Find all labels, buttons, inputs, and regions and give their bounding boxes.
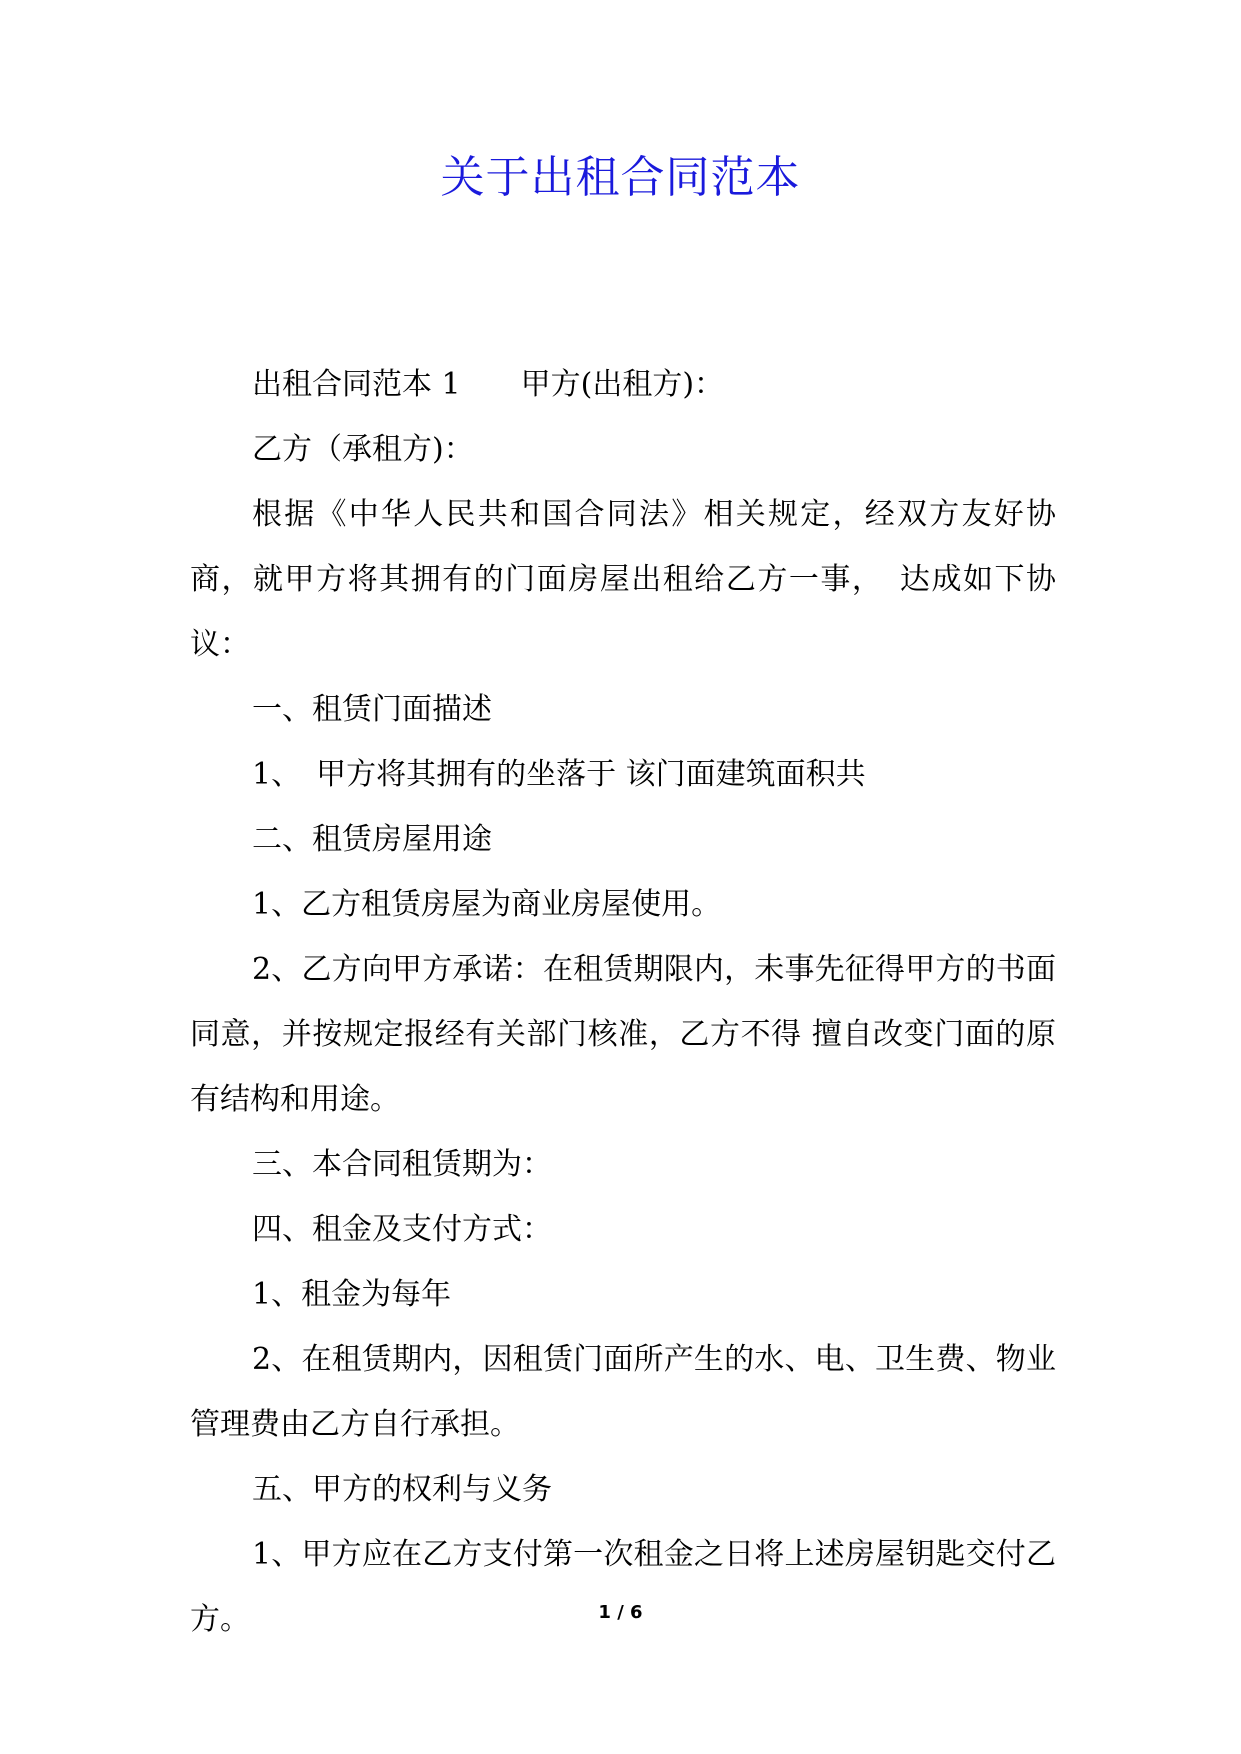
- document-title: 关于出租合同范本: [440, 152, 801, 203]
- section-heading: 二、租赁房屋用途: [252, 822, 492, 857]
- document-body: [190, 352, 1056, 1652]
- paragraph: 出租合同范本 1 甲方(出租方)：: [252, 367, 725, 402]
- paragraph: 1、租金为每年: [252, 1277, 452, 1312]
- page-number: 1 / 6: [598, 1602, 643, 1623]
- paragraph: 根据《中华人民共和国合同法》相关规定，经双方友好协商，就甲方将其拥有的门面房屋出租给乙方一事， 达成如下协议：: [190, 497, 1056, 662]
- section-heading: 五、甲方的权利与义务: [252, 1472, 552, 1507]
- paragraph: 乙方（承租方)：: [252, 432, 474, 467]
- section-heading: 三、本合同租赁期为：: [252, 1147, 552, 1182]
- section-heading: 一、租赁门面描述: [252, 692, 492, 727]
- paragraph: 2、乙方向甲方承诺：在租赁期限内，未事先征得甲方的书面同意，并按规定报经有关部门核准，乙方不得 擅自改变门面的原有结构和用途。: [190, 952, 1056, 1117]
- paragraph: 1、甲方应在乙方支付第一次租金之日将上述房屋钥匙交付乙方。: [190, 1537, 1056, 1637]
- paragraph: 1、 甲方将其拥有的坐落于 该门面建筑面积共: [252, 757, 866, 792]
- paragraph: 2、在租赁期内，因租赁门面所产生的水、电、卫生费、物业管理费由乙方自行承担。: [190, 1342, 1056, 1442]
- paragraph: 1、乙方租赁房屋为商业房屋使用。: [252, 887, 722, 922]
- section-heading: 四、租金及支付方式：: [252, 1212, 552, 1247]
